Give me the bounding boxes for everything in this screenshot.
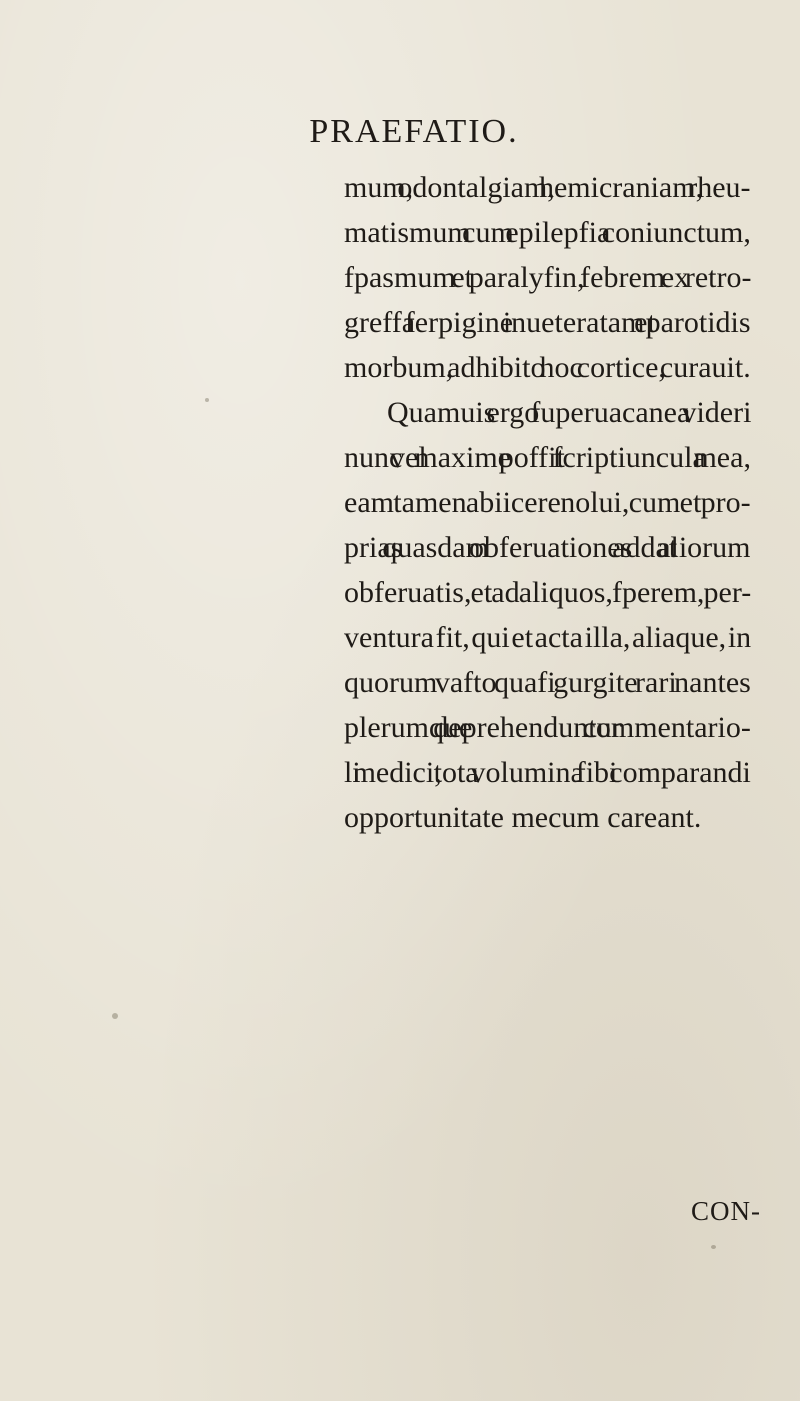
- text-line: obferuatis, et ad aliquos, fperem, per-: [344, 576, 752, 609]
- text-line: mum, odontalgiam, hemicraniam, rheu-: [344, 171, 751, 204]
- text-line: quorum vafto quafi gurgite rari nantes: [344, 666, 751, 699]
- text-line: prias quasdam obferuationes addat aliorum: [344, 531, 751, 564]
- text-line: plerumque deprehenduntur commentario-: [344, 711, 751, 744]
- text-line: opportunitate mecum careant.: [344, 801, 702, 834]
- paper-spot: [711, 1245, 716, 1249]
- text-line: ventura fit, qui et acta illa, aliaque, in: [344, 621, 752, 654]
- paper-spot: [205, 398, 209, 402]
- paper-spot: [112, 1013, 118, 1019]
- text-line: eam tamen abiicere nolui, cum et pro-: [344, 486, 751, 519]
- running-head: PRAEFATIO.: [309, 113, 519, 150]
- text-line: Quamuis ergo fuperuacanea videri: [387, 396, 752, 429]
- text-line: greffa ferpigine inueteratam et parotidis: [344, 306, 751, 339]
- text-line: nunc vel maxime poffit fcriptiuncula mea,: [344, 441, 751, 474]
- catchword: CON-: [691, 1196, 761, 1226]
- text-line: li medici, tota volumina fibi comparandi: [344, 756, 751, 789]
- text-line: fpasmum et paralyfin, febrem ex retro-: [344, 261, 752, 294]
- text-line: matismum cum epilepfia coniunctum,: [344, 216, 751, 249]
- text-line: morbum, adhibito hoc cortice, curauit.: [344, 351, 751, 384]
